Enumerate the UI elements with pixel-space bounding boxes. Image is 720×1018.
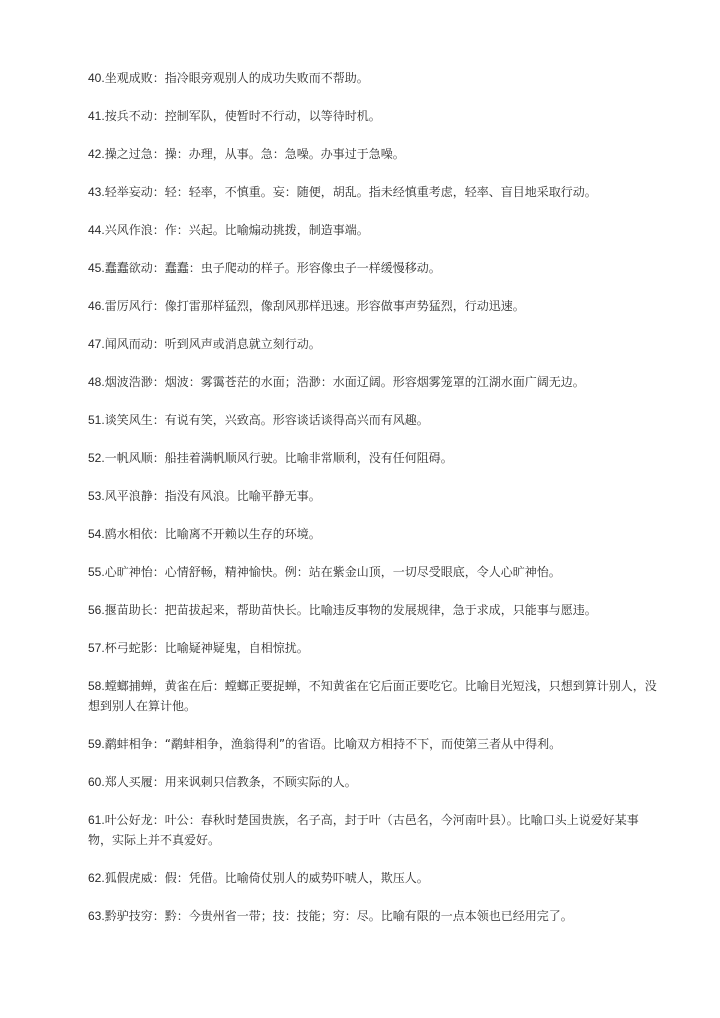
- entry-number: 41.: [88, 109, 105, 123]
- entry-number: 55.: [88, 565, 105, 579]
- idiom-entry: [88, 906, 660, 926]
- entry-number: 51.: [88, 413, 105, 427]
- entry-text: 风平浪静：指没有风浪。比喻平静无事。: [104, 489, 321, 503]
- entry-number: 59.: [88, 737, 105, 751]
- entry-text: 雷厉风行：像打雷那样猛烈，像刮风那样迅速。形容做事声势猛烈，行动迅速。: [104, 299, 525, 313]
- idiom-entry: [88, 868, 660, 888]
- entry-text: 操之过急：操：办理，从事。急：急噪。办事过于急噪。: [104, 147, 405, 161]
- entry-text: 叶公好龙：叶公：春秋时楚国贵族，名子高，封于叶（古邑名，今河南叶县）。比喻口头上说爱好某事物，实际上并不真爱好。: [88, 813, 639, 847]
- entry-number: 45.: [88, 261, 105, 275]
- idiom-entry: [88, 296, 660, 316]
- entry-number: 46.: [88, 299, 105, 313]
- idiom-list: [88, 68, 660, 944]
- idiom-entry: [88, 562, 660, 582]
- idiom-entry: [88, 372, 660, 392]
- entry-number: 60.: [88, 775, 105, 789]
- idiom-entry: [88, 810, 660, 850]
- entry-number: 44.: [88, 223, 105, 237]
- entry-number: 62.: [88, 871, 105, 885]
- idiom-entry: [88, 524, 660, 544]
- entry-text: 一帆风顺：船挂着满帆顺风行驶。比喻非常顺利，没有任何阻碍。: [104, 451, 453, 465]
- entry-number: 56.: [88, 603, 105, 617]
- entry-text: 兴风作浪：作：兴起。比喻煽动挑拨，制造事端。: [104, 223, 369, 237]
- entry-number: 40.: [88, 71, 105, 85]
- entry-number: 63.: [88, 909, 105, 923]
- entry-text: 黔驴技穷：黔：今贵州省一带；技：技能；穷：尽。比喻有限的一点本领也已经用完了。: [104, 909, 573, 923]
- entry-number: 43.: [88, 185, 105, 199]
- entry-number: 58.: [88, 679, 105, 693]
- idiom-entry: [88, 676, 660, 716]
- entry-text: 鸥水相依：比喻离不开赖以生存的环境。: [104, 527, 321, 541]
- entry-number: 53.: [88, 489, 105, 503]
- entry-text: 轻举妄动：轻：轻率，不慎重。妄：随便，胡乱。指未经慎重考虑，轻率、盲目地采取行动。: [104, 185, 597, 199]
- idiom-entry: [88, 486, 660, 506]
- entry-text: 闻风而动：听到风声或消息就立刻行动。: [104, 337, 321, 351]
- entry-text: 蠢蠢欲动：蠢蠢：虫子爬动的样子。形容像虫子一样缓慢移动。: [104, 261, 441, 275]
- entry-text: 狐假虎威：假：凭借。比喻倚仗别人的威势吓唬人，欺压人。: [104, 871, 429, 885]
- entry-text: 郑人买履：用来讽刺只信教条，不顾实际的人。: [104, 775, 357, 789]
- entry-text: 杯弓蛇影：比喻疑神疑鬼，自相惊扰。: [104, 641, 309, 655]
- entry-text: 坐观成败：指冷眼旁观别人的成功失败而不帮助。: [104, 71, 369, 85]
- entry-text: 鹬蚌相争：“鹬蚌相争，渔翁得利”的省语。比喻双方相持不下，而使第三者从中得利。: [104, 737, 562, 751]
- entry-number: 57.: [88, 641, 105, 655]
- entry-text: 揠苗助长：把苗拔起来，帮助苗快长。比喻违反事物的发展规律，急于求成，只能事与愿违。: [104, 603, 597, 617]
- entry-number: 54.: [88, 527, 105, 541]
- entry-number: 48.: [88, 375, 105, 389]
- entry-text: 心旷神怡：心情舒畅，精神愉快。例：站在紫金山顶，一切尽受眼底，令人心旷神怡。: [104, 565, 561, 579]
- idiom-entry: [88, 220, 660, 240]
- entry-number: 42.: [88, 147, 105, 161]
- idiom-entry: [88, 258, 660, 278]
- idiom-entry: [88, 734, 660, 754]
- idiom-entry: [88, 448, 660, 468]
- idiom-entry: [88, 68, 660, 88]
- idiom-entry: [88, 144, 660, 164]
- idiom-entry: [88, 638, 660, 658]
- entry-number: 61.: [88, 813, 105, 827]
- idiom-entry: [88, 410, 660, 430]
- entry-text: 烟波浩渺：烟波：雾霭苍茫的水面；浩渺：水面辽阔。形容烟雾笼罩的江湖水面广阔无边。: [104, 375, 585, 389]
- idiom-entry: [88, 772, 660, 792]
- entry-text: 螳螂捕蝉，黄雀在后：螳螂正要捉蝉，不知黄雀在它后面正要吃它。比喻目光短浅，只想到算计别人，没想到别人在算计他。: [88, 679, 657, 713]
- idiom-entry: [88, 106, 660, 126]
- entry-text: 按兵不动：控制军队，使暂时不行动，以等待时机。: [104, 109, 381, 123]
- entry-number: 47.: [88, 337, 105, 351]
- idiom-entry: [88, 182, 660, 202]
- idiom-entry: [88, 600, 660, 620]
- entry-text: 谈笑风生：有说有笑，兴致高。形容谈话谈得高兴而有风趣。: [104, 413, 429, 427]
- entry-number: 52.: [88, 451, 105, 465]
- idiom-entry: [88, 334, 660, 354]
